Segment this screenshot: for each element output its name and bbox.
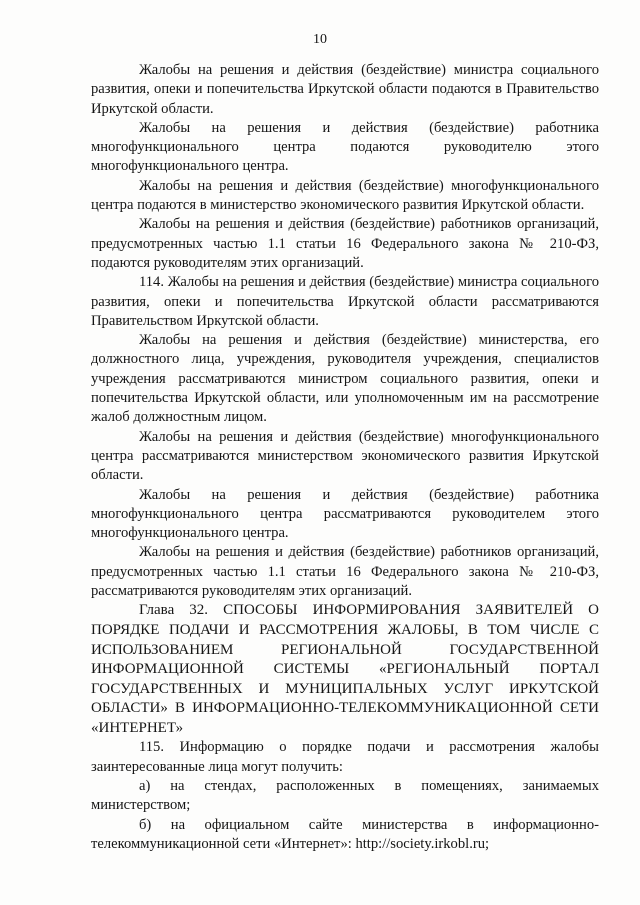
paragraph-complaint-mfc: Жалобы на решения и действия (бездействие) многофункционального центра подаются в министерство экономического развития Иркутской области. <box>91 177 599 214</box>
paragraph-item-b: б) на официальном сайте министерства в информационно-телекоммуникационной сети «Интернет»: http://society.irkobl.ru; <box>91 816 599 852</box>
chapter-heading: Глава 32. СПОСОБЫ ИНФОРМИРОВАНИЯ ЗАЯВИТЕЛЕЙ О ПОРЯДКЕ ПОДАЧИ И РАССМОТРЕНИЯ ЖАЛОБЫ, В ТОМ ЧИСЛЕ С ИСПОЛЬЗОВАНИЕМ РЕГИОНАЛЬНОЙ ГОСУДАРСТВЕННОЙ ИНФОРМАЦИОННОЙ СИСТЕМЫ «РЕГИОНАЛЬНЫЙ ПОРТАЛ ГОСУДАРСТВЕННЫХ И МУНИЦИПАЛЬНЫХ УСЛУГ ИРКУТСКОЙ ОБЛАСТИ» В ИНФОРМАЦИОННО-ТЕЛЕКОММУНИКАЦИОННОЙ СЕТИ «ИНТЕРНЕТ» <box>91 602 599 736</box>
paragraph-review-organizations: Жалобы на решения и действия (бездействие) работников организаций, предусмотренных частью 1.1 статьи 16 Федерального закона № 210-ФЗ, рассматриваются руководителям этих организаций. <box>91 544 599 600</box>
paragraph-review-ministry: Жалобы на решения и действия (бездействие) министерства, его должностного лица, учреждения, руководителя учреждения, специалистов учреждения рассматриваются министром социального развития, опеки и попечительства Иркутской области, или уполномоченным им на рассмотрение жалоб должностным лицом. <box>91 332 599 426</box>
paragraph-115: 115. Информацию о порядке подачи и рассмотрения жалобы заинтересованные лица могут получить: <box>91 739 599 775</box>
paragraph-114: 114. Жалобы на решения и действия (бездействие) министра социального развития, опеки и попечительства Иркутской области рассматриваются Правительством Иркутской области. <box>91 274 599 329</box>
paragraph-review-mfc: Жалобы на решения и действия (бездействие) многофункционального центра рассматриваются министерством экономического развития Иркутской области. <box>91 428 599 484</box>
paragraph-complaint-mfc-worker: Жалобы на решения и действия (бездействие) работника многофункционального центра подаются руководителю этого многофункционального центра. <box>91 119 599 175</box>
page-number: 10 <box>313 32 327 47</box>
paragraph-complaint-minister: Жалобы на решения и действия (бездействие) министра социального развития, опеки и попечительства Иркутской области подаются в Правительство Иркутской области. <box>91 62 599 117</box>
document-body <box>91 61 599 854</box>
paragraph-complaint-organizations: Жалобы на решения и действия (бездействие) работников организаций, предусмотренных частью 1.1 статьи 16 Федерального закона № 210-ФЗ, подаются руководителям этих организаций. <box>91 216 599 271</box>
paragraph-review-mfc-worker: Жалобы на решения и действия (бездействие) работника многофункционального центра рассматриваются руководителем этого многофункционального центра. <box>91 486 599 542</box>
paragraph-item-a: а) на стендах, расположенных в помещениях, занимаемых министерством; <box>91 778 599 814</box>
